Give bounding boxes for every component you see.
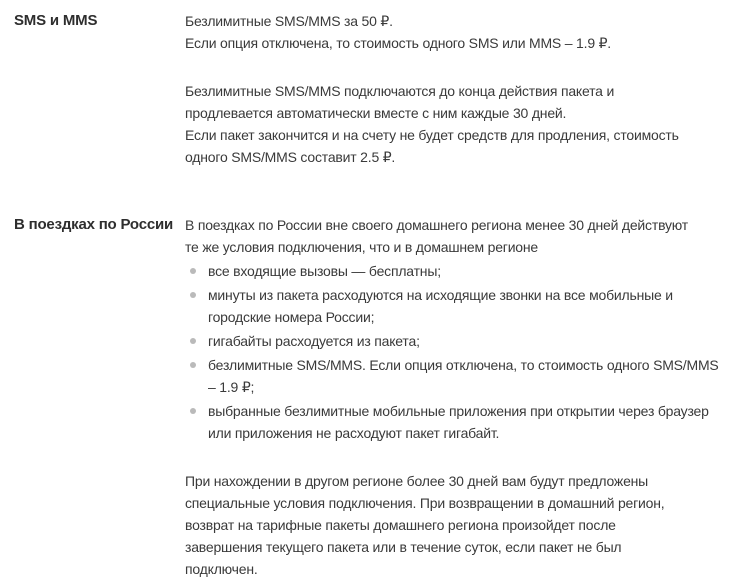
list-item: все входящие вызовы — бесплатны; [185, 260, 727, 282]
text-line: завершения текущего пакета или в течение суток, если пакет не был [185, 539, 622, 555]
text-line: те же условия подключения, что и в домашнем регионе [185, 239, 539, 255]
text-line: Безлимитные SMS/MMS за 50 ₽. [185, 13, 393, 29]
section-travel-russia [14, 214, 727, 580]
text-line: Безлимитные SMS/MMS подключаются до конца действия пакета и [185, 83, 615, 99]
travel-conditions-list [185, 260, 727, 444]
list-item: выбранные безлимитные мобильные приложения при открытии через браузер или приложения не расходуют пакет гигабайт. [185, 400, 727, 444]
list-item: минуты из пакета расходуются на исходящие звонки на все мобильные и городские номера России; [185, 284, 727, 328]
section-travel-russia-label: В поездках по России [14, 216, 174, 233]
list-item: безлимитные SMS/MMS. Если опция отключена, то стоимость одного SMS/MMS – 1.9 ₽; [185, 354, 727, 398]
list-item: гигабайты расходуется из пакета; [185, 330, 727, 352]
text-line: одного SMS/MMS составит 2.5 ₽. [185, 149, 396, 165]
section-sms-mms [14, 10, 727, 168]
text-line: Если пакет закончится и на счету не будет средств для продления, стоимость [185, 127, 679, 143]
section-sms-mms-label: SMS и MMS [14, 12, 98, 29]
travel-outro-paragraph [185, 470, 727, 580]
text-line: Если опция отключена, то стоимость одного SMS или MMS – 1.9 ₽. [185, 35, 611, 51]
section-travel-russia-description [185, 214, 727, 580]
travel-intro-paragraph [185, 214, 727, 258]
text-line: В поездках по России вне своего домашнего региона менее 30 дней действуют [185, 217, 688, 233]
sms-price-paragraph [185, 10, 727, 54]
sms-renewal-paragraph [185, 80, 727, 168]
section-sms-mms-description [185, 10, 727, 168]
text-line: При нахождении в другом регионе более 30 дней вам будут предложены [185, 473, 649, 489]
text-line: продлевается автоматически вместе с ним каждые 30 дней. [185, 105, 567, 121]
text-line: специальные условия подключения. При возвращении в домашний регион, [185, 495, 665, 511]
text-line: подключен. [185, 561, 258, 577]
text-line: возврат на тарифные пакеты домашнего региона произойдет после [185, 517, 616, 533]
